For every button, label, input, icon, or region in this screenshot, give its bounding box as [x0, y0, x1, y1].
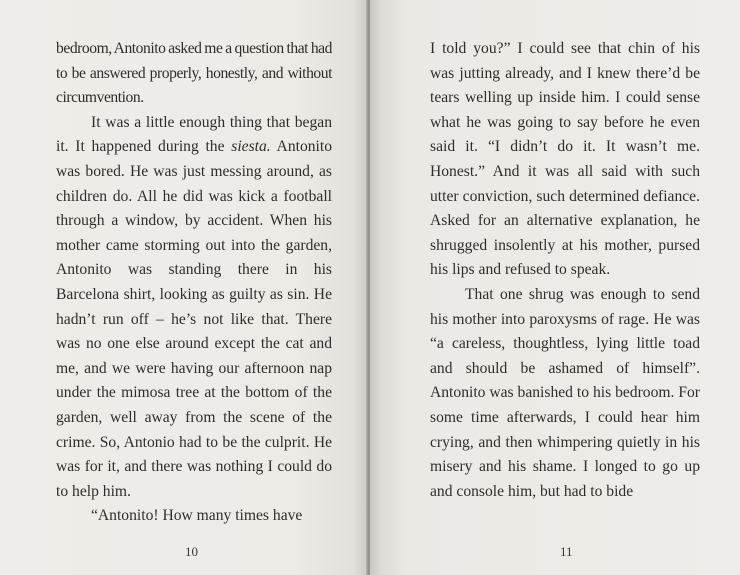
paragraph: I told you?” I could see that chin of his was jutting already, and I knew there’d be tears welling up inside him. I could sense what he was going to say before he even said it. “I didn’t do it. It wasn’t me. Honest.” And it was all said with such utter conviction, such determined defiance. Asked for an alternative explanation, he shrugged insolently at his mother, pursed his lips and refused to speak. [430, 40, 700, 279]
page-number: 10 [185, 544, 198, 559]
paragraph [56, 111, 332, 505]
paragraph: “Antonito! How many times have [91, 507, 303, 525]
right-page [370, 0, 740, 575]
paragraph-rest: Antonito was bored. He was just messing around, as children do. All he did was kick a football through a window, by accident. When his mother came storming out into the garden, Antonito was standing there in his Barcelona shirt, looking as guilty as sin. He hadn’t run off – he’s not like that. There was no one else around except the cat and me, and we were having our afternoon nap under the mimosa tree at the bottom of the garden, well away from the scene of the crime. So, Antonio had to be the culprit. He was for it, and there was nothing I could do to help him. [56, 138, 333, 500]
paragraph: bedroom, Antonito asked me a question that had to be answered properly, honestly, and without circumvention. [56, 40, 332, 107]
right-page-text [430, 37, 700, 504]
page-number: 11 [560, 544, 573, 559]
paragraph: That one shrug was enough to send his mother into paroxysms of rage. He was “a careless, thoughtless, lying little toad and should be ashamed of himself”. Antonito was banished to his bedroom. For some time afterwards, I could hear him crying, and then whimpering quietly in his misery and his shame. I longed to go up and console him, but had to bide [430, 285, 700, 500]
paragraph-start: It was a little enough thing that began it. It happened during the [56, 113, 332, 156]
italic-word: siesta. [231, 138, 271, 156]
left-page [0, 0, 368, 575]
left-page-text [56, 37, 332, 529]
